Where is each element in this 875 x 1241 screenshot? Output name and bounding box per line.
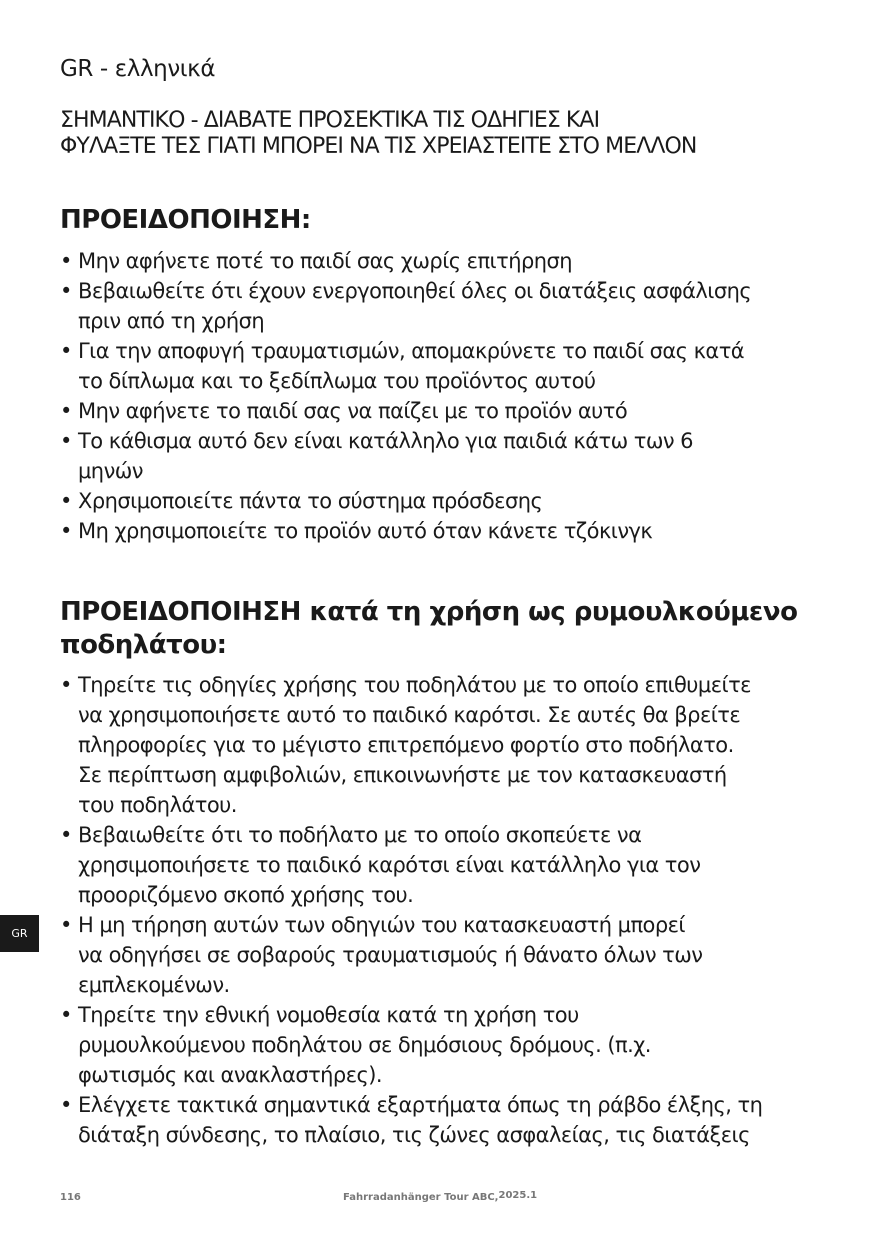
bullet-icon: • (60, 1003, 72, 1027)
bullet-icon: • (60, 1093, 72, 1117)
bullet-icon: • (60, 339, 72, 363)
list-item: • Για την αποφυγή τραυματισμών, απομακρύνετε το παιδί σας κατά το δίπλωμα και το ξεδίπλωμα του προϊόντος αυτού (60, 336, 751, 396)
bike-trailer-warning-heading: ΠΡΟΕΙΔΟΠΟΙΗΣΗ κατά τη χρήση ως ρυμουλκούμενο ποδηλάτου: (60, 597, 798, 660)
footer-document-title: Fahrradanhänger Tour ABC,2025.1 (343, 1190, 538, 1203)
list-item: • Χρησιμοποιείτε πάντα το σύστημα πρόσδεσης (60, 486, 751, 516)
bullet-icon: • (60, 399, 72, 423)
important-line: ΣΗΜΑΝΤΙΚΟ - ΔΙΑΒΑΤΕ ΠΡΟΣΕΚΤΙΚΑ ΤΙΣ ΟΔΗΓΙΕΣ ΚΑΙ (60, 108, 600, 133)
bullet-icon: • (60, 913, 72, 937)
bullet-icon: • (60, 249, 72, 273)
list-item: • Μη χρησιμοποιείτε το προϊόν αυτό όταν κάνετε τζόκινγκ (60, 516, 751, 546)
warning-list (60, 246, 751, 546)
important-notice (60, 108, 696, 160)
list-item: • Τηρείτε την εθνική νομοθεσία κατά τη χρήση του ρυμουλκούμενου ποδηλάτου σε δημόσιους δρόμους. (π.χ. φωτισμός και ανακλαστήρες). (60, 1000, 762, 1090)
language-title: GR - ελληνικά (60, 56, 216, 82)
bullet-icon: • (60, 489, 72, 513)
bullet-icon: • (60, 429, 72, 453)
warning-heading: ΠΡΟΕΙΔΟΠΟΙΗΣΗ: (60, 205, 311, 235)
bullet-icon: • (60, 279, 72, 303)
bullet-icon: • (60, 823, 72, 847)
list-item: • Μην αφήνετε ποτέ το παιδί σας χωρίς επιτήρηση (60, 246, 751, 276)
list-item: • Μην αφήνετε το παιδί σας να παίζει με το προϊόν αυτό (60, 396, 751, 426)
list-item: • Βεβαιωθείτε ότι έχουν ενεργοποιηθεί όλες οι διατάξεις ασφάλισης πριν από τη χρήση (60, 276, 751, 336)
bullet-icon: • (60, 673, 72, 697)
page-number: 116 (60, 1192, 81, 1203)
list-item: • Βεβαιωθείτε ότι το ποδήλατο με το οποίο σκοπεύετε να χρησιμοποιήσετε το παιδικό καρότσι είναι κατάλληλο για τον προοριζόμενο σκοπό χρήσης του. (60, 820, 762, 910)
important-line: ΦΥΛΑΞΤΕ ΤΕΣ ΓΙΑΤΙ ΜΠΟΡΕΙ ΝΑ ΤΙΣ ΧΡΕΙΑΣΤΕΙΤΕ ΣΤΟ ΜΕΛΛΟΝ (60, 134, 697, 159)
list-item: • Τηρείτε τις οδηγίες χρήσης του ποδηλάτου με το οποίο επιθυμείτε να χρησιμοποιήσετε αυτό το παιδικό καρότσι. Σε αυτές θα βρείτε πληροφορίες για το μέγιστο επιτρεπόμενο φορτίο στο ποδήλατο. Σε περίπτωση αμφιβολιών, επικοινωνήστε με τον κατασκευαστή του ποδηλάτου. (60, 670, 762, 820)
footer-version: 2025.1 (498, 1190, 538, 1201)
bike-trailer-warning-list (60, 670, 762, 1150)
language-side-tab: GR (0, 915, 39, 952)
list-item: • Ελέγχετε τακτικά σημαντικά εξαρτήματα όπως τη ράβδο έλξης, τη διάταξη σύνδεσης, το πλαίσιο, τις ζώνες ασφαλείας, τις διατάξεις (60, 1090, 762, 1150)
list-item: • Η μη τήρηση αυτών των οδηγιών του κατασκευαστή μπορεί να οδηγήσει σε σοβαρούς τραυματισμούς ή θάνατο όλων των εμπλεκομένων. (60, 910, 762, 1000)
list-item: • Το κάθισμα αυτό δεν είναι κατάλληλο για παιδιά κάτω των 6 μηνών (60, 426, 751, 486)
bullet-icon: • (60, 519, 72, 543)
